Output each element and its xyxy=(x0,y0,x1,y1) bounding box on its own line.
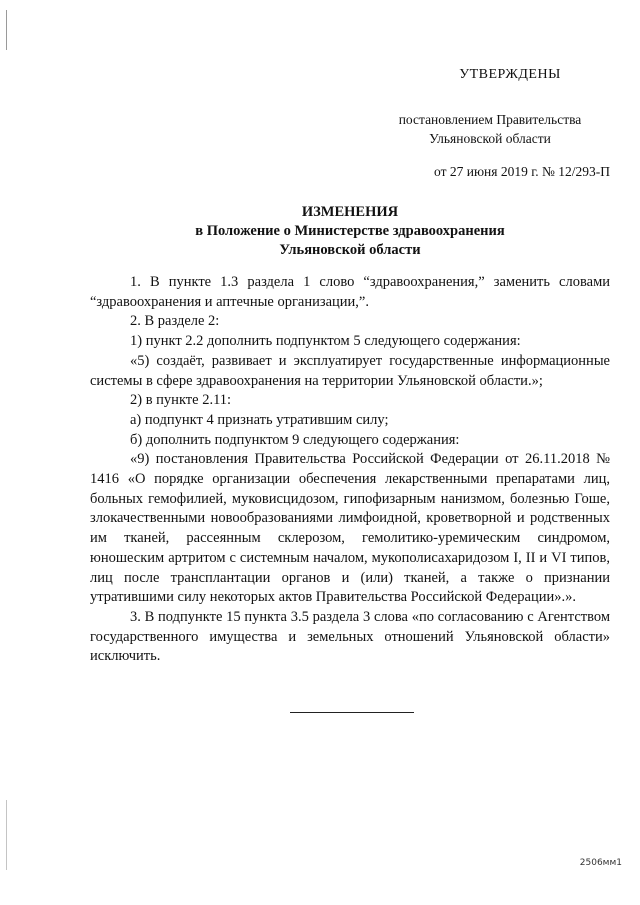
paragraph-3: 1) пункт 2.2 дополнить подпунктом 5 следующего содержания: xyxy=(130,333,521,350)
paragraph-2: 2. В разделе 2: xyxy=(130,313,220,330)
closing-rule xyxy=(290,712,414,713)
paragraph-6: а) подпункт 4 признать утратившим силу; xyxy=(130,411,389,428)
paragraph-4: «5) создаёт, развивает и эксплуатирует государственные информационные системы в сфере здравоохранения на территории Ульяновской области.»; xyxy=(90,352,610,389)
scan-edge-mark-bottom xyxy=(6,800,7,870)
approval-block xyxy=(370,65,610,181)
approval-line-1: постановлением Правительства xyxy=(398,112,582,127)
approval-date: от 27 июня 2019 г. № 12/293-П xyxy=(434,164,610,179)
paragraph-8: «9) постановления Правительства Российской Федерации от 26.11.2018 № 1416 «О порядке организации обеспечения лекарственными препаратами лиц, больных гемофилией, муковисцидозом, гипофизарным нанизмом, болезнью Гоше, злокачественными новообразованиями лимфоидной, кроветворной и родственных им тканей, рассеянным склерозом, гемолитико-уремическим синдромом, юношеским артритом с системным началом, мукополисахаридозом I, II и VI типов, лиц после трансплантации органов и (или) тканей, а также о признании утратившими силу некоторых актов Правительства Российской Федерации».». xyxy=(90,451,610,606)
paragraph-5: 2) в пункте 2.11: xyxy=(130,392,232,409)
title-line-2: в Положение о Министерстве здравоохранения xyxy=(195,223,505,239)
title-line-3: Ульяновской области xyxy=(279,242,421,258)
approval-line-2: Ульяновской области xyxy=(429,131,551,146)
paragraph-9: 3. В подпункте 15 пункта 3.5 раздела 3 слова «по согласованию с Агентством государственного имущества и земельных отношений Ульяновской области» исключить. xyxy=(90,608,610,665)
title-line-1: ИЗМЕНЕНИЯ xyxy=(301,204,399,220)
footer-code: 2506мм1 xyxy=(579,858,622,868)
scan-edge-mark-top xyxy=(6,10,7,50)
document-title xyxy=(90,203,610,260)
paragraph-7: б) дополнить подпунктом 9 следующего содержания: xyxy=(130,431,460,448)
paragraph-1: 1. В пункте 1.3 раздела 1 слово “здравоохранения,” заменить словами “здравоохранения и аптечные организации,”. xyxy=(90,274,610,310)
approved-heading: УТВЕРЖДЕНЫ xyxy=(459,67,561,82)
document-body xyxy=(90,273,610,667)
